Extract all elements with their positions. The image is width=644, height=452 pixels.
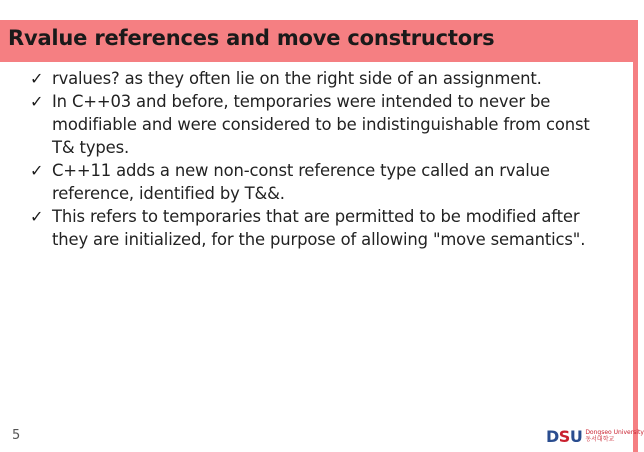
logo-letters — [546, 427, 582, 446]
slide-title: Rvalue references and move constructors — [8, 26, 495, 50]
bullet-text: This refers to temporaries that are permitted to be modified after they are initialized, for the purpose of allowing "move semantics". — [52, 207, 586, 249]
bullet-item — [30, 67, 610, 90]
bullet-text: rvalues? as they often lie on the right side of an assignment. — [52, 69, 542, 88]
right-accent-bar — [633, 62, 638, 452]
checkmark-icon: ✓ — [30, 207, 44, 226]
checkmark-icon: ✓ — [30, 69, 44, 88]
university-logo — [546, 427, 644, 445]
bullet-item — [30, 90, 610, 159]
bullet-list — [30, 67, 610, 251]
bullet-item — [30, 159, 610, 205]
bullet-text: In C++03 and before, temporaries were intended to never be modifiable and were considered to be indistinguishable from const T& types. — [52, 92, 590, 157]
logo-letter-d: D — [546, 426, 559, 446]
logo-text — [585, 429, 644, 443]
logo-university-name: Dongseo University — [585, 429, 644, 436]
page-number: 5 — [12, 428, 21, 443]
bullet-text: C++11 adds a new non-const reference type called an rvalue reference, identified by T&&. — [52, 161, 550, 203]
logo-letter-s: S — [558, 426, 570, 446]
checkmark-icon: ✓ — [30, 92, 44, 111]
logo-university-name-korean: 동서대학교 — [585, 436, 615, 443]
logo-letter-u: U — [569, 426, 583, 446]
bullet-item — [30, 205, 610, 251]
checkmark-icon: ✓ — [30, 161, 44, 180]
